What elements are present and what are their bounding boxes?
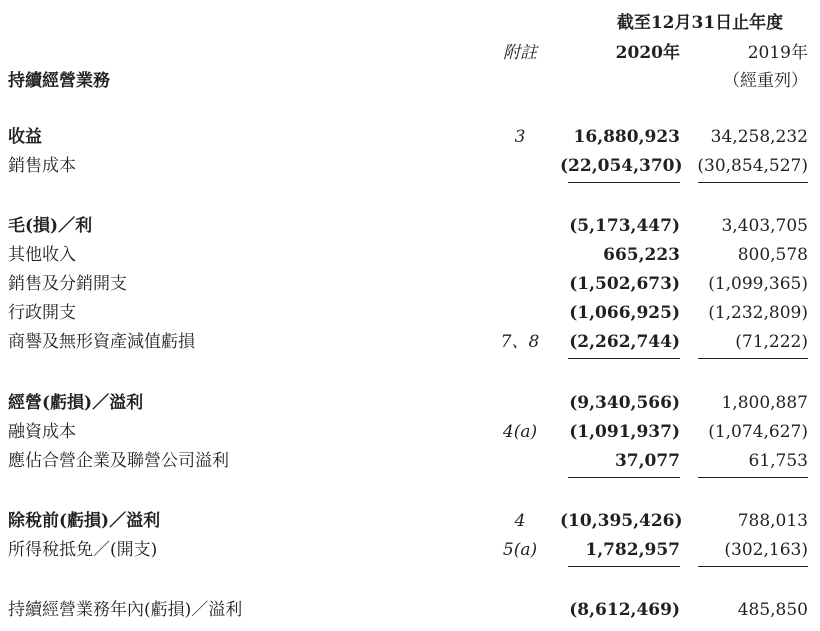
row-label: 融資成本 [8, 422, 76, 442]
row-label: 毛(損)／利 [8, 216, 93, 236]
row-value-2019: 3,403,705 [721, 216, 808, 236]
subtotal-rule-2019 [698, 477, 808, 478]
subtotal-rule-2019 [698, 566, 808, 567]
subtotal-rule-2019 [698, 182, 808, 183]
row-value-2020: (1,066,925) [569, 303, 680, 323]
period-header: 截至12月31日止年度 [616, 13, 784, 33]
year-2019-header: 2019年 [747, 43, 808, 63]
row-note: 4 [514, 511, 526, 531]
table-row [0, 539, 820, 563]
row-label: 銷售及分銷開支 [8, 274, 127, 294]
row-value-2019: (30,854,527) [697, 156, 808, 176]
restated-label: （經重列） [723, 71, 808, 91]
table-row [0, 302, 820, 326]
section-title: 持續經營業務 [8, 71, 110, 91]
table-row [0, 215, 820, 239]
row-value-2020: (5,173,447) [569, 216, 680, 236]
table-row [0, 126, 820, 150]
row-label: 銷售成本 [8, 156, 76, 176]
row-label: 商譽及無形資產減值虧損 [8, 332, 195, 352]
table-row [0, 392, 820, 416]
row-value-2019: 34,258,232 [710, 127, 808, 147]
row-value-2019: 1,800,887 [721, 393, 808, 413]
year-2020-header: 2020年 [615, 43, 680, 63]
row-label: 收益 [8, 127, 42, 147]
table-row [0, 155, 820, 179]
row-note: 7、8 [500, 332, 540, 352]
subtotal-rule-2019 [698, 358, 808, 359]
row-value-2020: 665,223 [603, 245, 680, 265]
row-note: 3 [514, 127, 526, 147]
row-label: 經營(虧損)／溢利 [8, 393, 144, 413]
subtotal-rule-2020 [568, 358, 680, 359]
row-value-2020: (2,262,744) [569, 332, 680, 352]
table-row [0, 273, 820, 297]
row-value-2020: (1,502,673) [569, 274, 680, 294]
row-value-2019: (1,074,627) [708, 422, 808, 442]
row-label: 持續經營業務年內(虧損)／溢利 [8, 600, 243, 620]
row-value-2020: 1,782,957 [585, 540, 680, 560]
row-value-2019: 788,013 [737, 511, 808, 531]
row-note: 5(a) [502, 540, 538, 560]
row-value-2020: (10,395,426) [560, 511, 683, 531]
row-label: 其他收入 [8, 245, 76, 265]
table-row [0, 331, 820, 355]
table-row [0, 450, 820, 474]
row-value-2019: 800,578 [737, 245, 808, 265]
row-label: 應佔合營企業及聯營公司溢利 [8, 451, 229, 471]
row-value-2019: 485,850 [737, 600, 808, 620]
subtotal-rule-2020 [568, 566, 680, 567]
row-value-2020: 37,077 [614, 451, 680, 471]
row-label: 除稅前(虧損)／溢利 [8, 511, 161, 531]
row-value-2019: 61,753 [748, 451, 808, 471]
row-value-2020: (22,054,370) [560, 156, 683, 176]
row-label: 行政開支 [8, 303, 76, 323]
note-column-header: 附註 [503, 43, 537, 63]
subtotal-rule-2020 [568, 477, 680, 478]
row-value-2020: 16,880,923 [573, 127, 680, 147]
row-value-2019: (71,222) [735, 332, 808, 352]
table-row [0, 599, 820, 623]
row-value-2019: (302,163) [724, 540, 808, 560]
table-row [0, 510, 820, 534]
row-value-2020: (9,340,566) [569, 393, 680, 413]
row-label: 所得稅抵免／(開支) [8, 540, 158, 560]
row-value-2019: (1,099,365) [708, 274, 808, 294]
table-row [0, 421, 820, 445]
row-value-2020: (8,612,469) [569, 600, 680, 620]
row-value-2020: (1,091,937) [569, 422, 680, 442]
table-row [0, 244, 820, 268]
row-value-2019: (1,232,809) [708, 303, 808, 323]
row-note: 4(a) [502, 422, 538, 442]
subtotal-rule-2020 [568, 182, 680, 183]
